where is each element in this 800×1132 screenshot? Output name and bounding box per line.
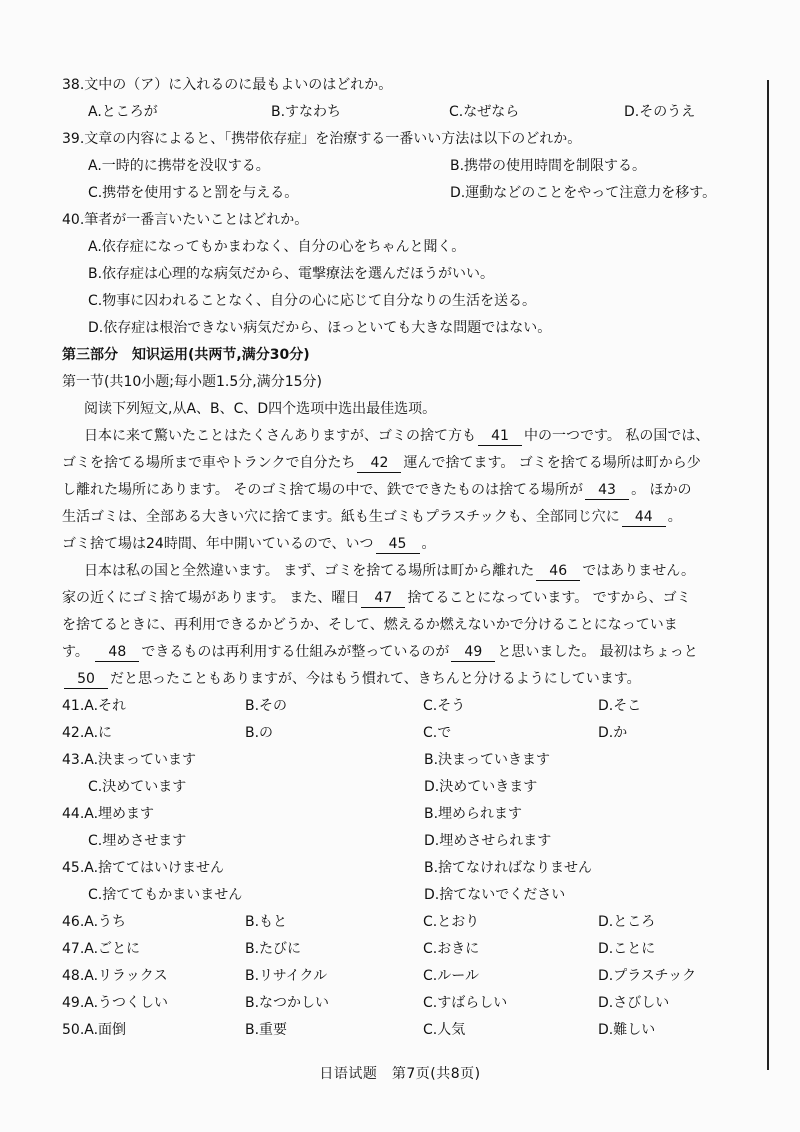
q38-option-c: C.なぜなら: [449, 104, 520, 120]
q41-option-b: B.その: [245, 698, 288, 714]
q45-option-c: C.捨ててもかまいません: [88, 887, 243, 903]
passage-line: [62, 558, 762, 585]
page-footer: 日语试题 第7页(共8页): [319, 1066, 481, 1082]
q49-option-d: D.さびしい: [598, 995, 670, 1011]
q48-option-b: B.リサイクル: [245, 968, 328, 984]
q44-options-row1: [62, 801, 762, 828]
q45-option-d: D.捨てないでください: [424, 887, 566, 903]
q41-option-d: D.そこ: [598, 698, 642, 714]
q48-option-d: D.プラスチック: [598, 968, 697, 984]
q43-options-row2: [62, 774, 762, 801]
q44-option-c: C.埋めさせます: [88, 833, 187, 849]
q41-options: [62, 693, 762, 720]
passage-text: 。 ほかの: [631, 482, 692, 498]
q47-option-b: B.たびに: [245, 941, 302, 957]
q44-option-a: 44.A.埋めます: [62, 806, 155, 822]
q39-option-a: A.一時的に携帯を没収する。: [88, 158, 270, 174]
passage-text: ゴミを捨てる場所まで車やトランクで自分たち: [62, 455, 356, 471]
blank-49: 49: [451, 643, 495, 662]
q45-option-b: B.捨てなければなりません: [424, 860, 593, 876]
q47-options: [62, 936, 762, 963]
q39-option-b: B.携帯の使用時間を制限する。: [450, 158, 647, 174]
q40-option-a: A.依存症になってもかまわなく、自分の心をちゃんと聞く。: [88, 239, 466, 255]
blank-45: 45: [376, 535, 420, 554]
passage-text: ではありません。: [582, 563, 696, 579]
passage-line: [62, 504, 762, 531]
q50-options: [62, 1017, 762, 1044]
q40-stem: 40.筆者が一番言いたいことはどれか。: [62, 212, 309, 228]
exam-page: [62, 72, 762, 1044]
q46-options: [62, 909, 762, 936]
q48-options: [62, 963, 762, 990]
q48-option-a: 48.A.リラックス: [62, 968, 168, 984]
q38-options: [62, 99, 762, 126]
passage-text: し離れた場所にあります。 そのゴミ捨て場の中で、鉄でできたものは捨てる場所が: [62, 482, 584, 498]
q45-option-a: 45.A.捨ててはいけません: [62, 860, 225, 876]
q38-option-d: D.そのうえ: [624, 104, 696, 120]
page-right-border: [767, 80, 769, 1070]
q38-option-b: B.すなわち: [271, 104, 342, 120]
blank-50: 50: [64, 670, 108, 689]
q39-options-row1: [62, 153, 762, 180]
part3-instruction: 阅读下列短文,从A、B、C、D四个选项中选出最佳选项。: [84, 401, 437, 417]
q43-option-b: B.決まっていきます: [424, 752, 551, 768]
q46-option-b: B.もと: [245, 914, 288, 930]
passage-text: 中の一つです。 私の国では、: [524, 428, 710, 444]
q46-option-a: 46.A.うち: [62, 914, 127, 930]
q42-option-d: D.か: [598, 725, 628, 741]
q41-option-a: 41.A.それ: [62, 698, 127, 714]
q45-options-row1: [62, 855, 762, 882]
q40-option-d: D.依存症は根治できない病気だから、ほっといても大きな問題ではない。: [88, 320, 552, 336]
passage-text: 。: [421, 536, 436, 552]
q38-option-a: A.ところが: [88, 104, 158, 120]
q40-option-b: B.依存症は心理的な病気だから、電撃療法を選んだほうがいい。: [88, 266, 495, 282]
passage-text: 家の近くにゴミ捨て場があります。 また、曜日: [62, 590, 360, 606]
passage-text: 日本は私の国と全然違います。 まず、ゴミを捨てる場所は町から離れた: [84, 563, 535, 579]
passage-text: を捨てるときに、再利用できるかどうか、そして、燃えるか燃えないかで分けることになっていま: [62, 617, 678, 633]
q42-option-b: B.の: [245, 725, 274, 741]
passage-text: だと思ったこともありますが、今はもう慣れて、きちんと分けるようにしています。: [110, 671, 641, 687]
q43-option-c: C.決めています: [88, 779, 187, 795]
q38-stem: 38.文中の（ア）に入れるのに最もよいのはどれか。: [62, 77, 393, 93]
passage-text: 捨てることになっています。 ですから、ゴミ: [407, 590, 691, 606]
passage-text: す。: [62, 644, 94, 660]
passage-line: [62, 639, 762, 666]
q45-options-row2: [62, 882, 762, 909]
q43-option-a: 43.A.決まっています: [62, 752, 197, 768]
q43-options-row1: [62, 747, 762, 774]
q43-option-d: D.決めていきます: [424, 779, 538, 795]
blank-48: 48: [95, 643, 139, 662]
q39-stem: 39.文章の内容によると、「携帯依存症」を治療する一番いい方法は以下のどれか。: [62, 131, 582, 147]
passage-text: 運んで捨てます。 ゴミを捨てる場所は町から少: [403, 455, 701, 471]
blank-44: 44: [622, 508, 666, 527]
blank-46: 46: [536, 562, 580, 581]
q47-option-d: D.ことに: [598, 941, 656, 957]
passage-text: 生活ゴミは、全部ある大きい穴に捨てます。紙も生ゴミもプラスチックも、全部同じ穴に: [62, 509, 620, 525]
q39-option-c: C.携帯を使用すると罰を与える。: [88, 185, 299, 201]
blank-41: 41: [478, 427, 522, 446]
q47-option-c: C.おきに: [423, 941, 480, 957]
q44-options-row2: [62, 828, 762, 855]
part3-title: 第三部分 知识运用(共两节,满分30分): [62, 347, 310, 363]
passage-text: できるものは再利用する仕組みが整っているのが: [141, 644, 450, 660]
passage-line: [62, 666, 762, 693]
q41-option-c: C.そう: [423, 698, 466, 714]
q40-option-c: C.物事に囚われることなく、自分の心に応じて自分なりの生活を送る。: [88, 293, 536, 309]
q42-option-c: C.で: [423, 725, 452, 741]
q49-option-c: C.すばらしい: [423, 995, 508, 1011]
q48-option-c: C.ルール: [423, 968, 479, 984]
q39-option-d: D.運動などのことをやって注意力を移す。: [450, 185, 717, 201]
q42-options: [62, 720, 762, 747]
blank-42: 42: [357, 454, 401, 473]
q49-option-a: 49.A.うつくしい: [62, 995, 169, 1011]
passage-line: [62, 585, 762, 612]
passage-text: 。: [667, 509, 682, 525]
passage-line: [62, 531, 762, 558]
part3-section1: 第一节(共10小题;每小题1.5分,满分15分): [62, 374, 322, 390]
q46-option-d: D.ところ: [598, 914, 656, 930]
passage-line: [62, 423, 762, 450]
passage-text: と思いました。 最初はちょっと: [497, 644, 698, 660]
q46-option-c: C.とおり: [423, 914, 480, 930]
q44-option-d: D.埋めさせられます: [424, 833, 552, 849]
q42-option-a: 42.A.に: [62, 725, 113, 741]
q39-options-row2: [62, 180, 762, 207]
q49-options: [62, 990, 762, 1017]
passage-line: [62, 450, 762, 477]
passage-text: ゴミ捨て場は24時間、年中開いているので、いつ: [62, 536, 374, 552]
q50-option-d: D.難しい: [598, 1022, 656, 1038]
q50-option-a: 50.A.面倒: [62, 1022, 127, 1038]
q50-option-b: B.重要: [245, 1022, 288, 1038]
passage-line: [62, 477, 762, 504]
blank-43: 43: [585, 481, 629, 500]
blank-47: 47: [361, 589, 405, 608]
q44-option-b: B.埋められます: [424, 806, 523, 822]
q49-option-b: B.なつかしい: [245, 995, 330, 1011]
q47-option-a: 47.A.ごとに: [62, 941, 141, 957]
passage-line: [62, 612, 762, 639]
passage-text: 日本に来て驚いたことはたくさんありますが、ゴミの捨て方も: [84, 428, 476, 444]
q50-option-c: C.人気: [423, 1022, 466, 1038]
